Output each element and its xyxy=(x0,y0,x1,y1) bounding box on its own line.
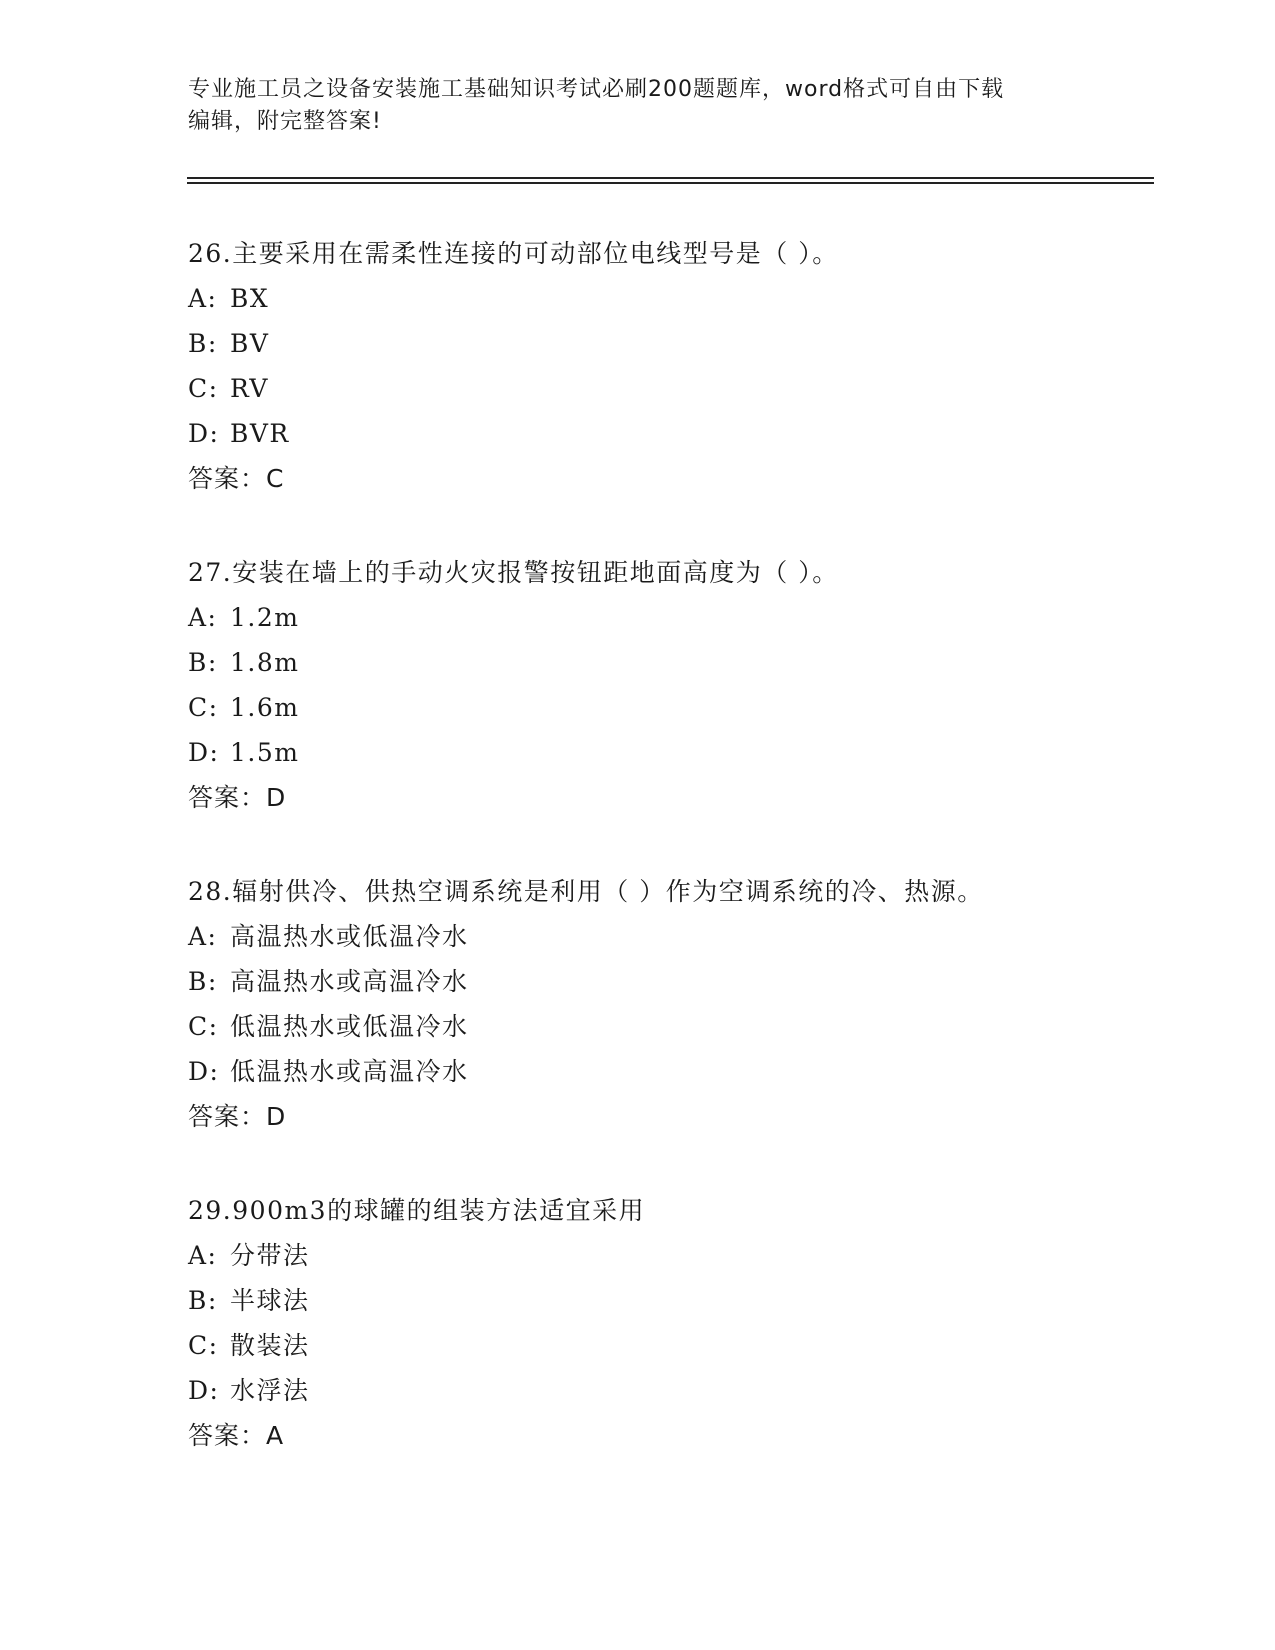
header-line-2: 编辑，附完整答案! xyxy=(188,109,382,134)
answer-line: 答案：A xyxy=(188,1421,285,1450)
option-text: 1.8m xyxy=(230,648,300,677)
question-stem: 27.安装在墙上的手动火灾报警按钮距地面高度为（ ）。 xyxy=(188,558,839,587)
option-list xyxy=(188,602,1148,769)
question-28 xyxy=(188,876,1148,1133)
option-letter: D: xyxy=(188,1376,220,1405)
option-text: 分带法 xyxy=(230,1241,310,1270)
option-text: BV xyxy=(230,329,270,358)
header-divider-bottom xyxy=(187,182,1154,184)
option-c xyxy=(188,1011,1148,1043)
option-text: 1.2m xyxy=(230,603,300,632)
option-letter: B: xyxy=(188,967,218,996)
option-letter: C: xyxy=(188,374,219,403)
option-letter: D: xyxy=(188,419,220,448)
option-list xyxy=(188,1240,1148,1407)
option-a xyxy=(188,921,1148,953)
option-c xyxy=(188,1330,1148,1362)
option-d xyxy=(188,418,1148,450)
option-letter: C: xyxy=(188,693,219,722)
option-letter: D: xyxy=(188,738,220,767)
option-text: 1.6m xyxy=(230,693,300,722)
option-text: 高温热水或低温冷水 xyxy=(230,922,469,951)
option-text: BX xyxy=(230,284,270,313)
question-stem: 29.900m3的球罐的组装方法适宜采用 xyxy=(188,1196,646,1225)
option-d xyxy=(188,1056,1148,1088)
document-header xyxy=(188,74,1088,138)
option-letter: B: xyxy=(188,1286,218,1315)
option-text: 高温热水或高温冷水 xyxy=(230,967,469,996)
option-letter: D: xyxy=(188,1057,220,1086)
answer-line: 答案：D xyxy=(188,1102,287,1131)
question-26 xyxy=(188,238,1148,495)
option-list xyxy=(188,921,1148,1088)
option-letter: A: xyxy=(188,922,218,951)
option-b xyxy=(188,328,1148,360)
option-text: 低温热水或高温冷水 xyxy=(230,1057,469,1086)
option-list xyxy=(188,283,1148,450)
option-text: RV xyxy=(230,374,269,403)
option-d xyxy=(188,1375,1148,1407)
option-text: 1.5m xyxy=(230,738,300,767)
option-d xyxy=(188,737,1148,769)
option-text: 水浮法 xyxy=(230,1376,310,1405)
header-divider-top xyxy=(187,177,1154,179)
option-c xyxy=(188,692,1148,724)
option-c xyxy=(188,373,1148,405)
option-letter: B: xyxy=(188,329,218,358)
option-b xyxy=(188,647,1148,679)
option-letter: A: xyxy=(188,1241,218,1270)
answer-line: 答案：D xyxy=(188,783,287,812)
option-b xyxy=(188,1285,1148,1317)
option-letter: A: xyxy=(188,603,218,632)
option-letter: B: xyxy=(188,648,218,677)
answer-line: 答案：C xyxy=(188,464,285,493)
question-27 xyxy=(188,557,1148,814)
option-a xyxy=(188,602,1148,634)
option-letter: A: xyxy=(188,284,218,313)
question-stem: 26.主要采用在需柔性连接的可动部位电线型号是（ ）。 xyxy=(188,239,839,268)
option-a xyxy=(188,283,1148,315)
option-text: 散装法 xyxy=(230,1331,310,1360)
question-stem: 28.辐射供冷、供热空调系统是利用（ ）作为空调系统的冷、热源。 xyxy=(188,877,984,906)
option-text: 半球法 xyxy=(230,1286,310,1315)
question-29 xyxy=(188,1195,1148,1452)
option-text: 低温热水或低温冷水 xyxy=(230,1012,469,1041)
option-b xyxy=(188,966,1148,998)
header-line-1: 专业施工员之设备安装施工基础知识考试必刷200题题库，word格式可自由下载 xyxy=(188,77,1005,102)
option-a xyxy=(188,1240,1148,1272)
option-text: BVR xyxy=(230,419,290,448)
option-letter: C: xyxy=(188,1331,219,1360)
option-letter: C: xyxy=(188,1012,219,1041)
